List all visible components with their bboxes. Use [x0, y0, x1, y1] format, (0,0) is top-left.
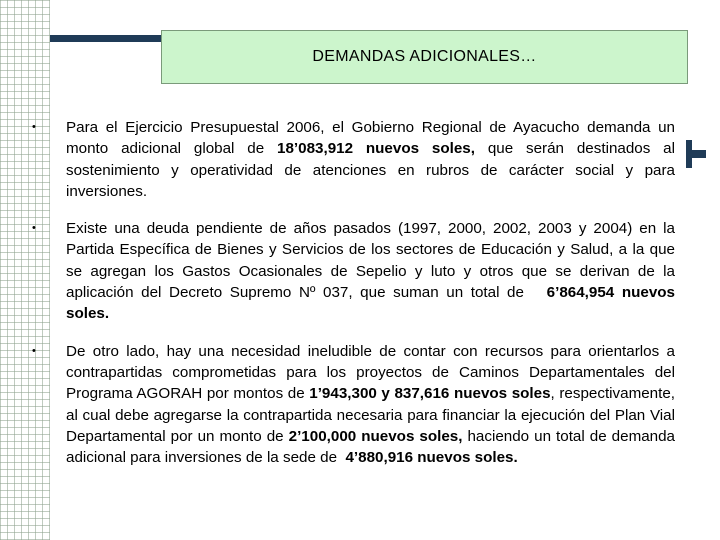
bullet-text-1 [66, 117, 675, 202]
text-run: haciendo un total de demanda adicional para inversiones de la sede de [66, 427, 680, 467]
decorative-bar-right [686, 150, 706, 158]
bullet-item-2 [28, 218, 680, 324]
text-run: De otro lado, hay una necesidad ineludible de contar con recursos para orientarlos a contrapartidas comprometidas para los proyectos de Caminos Departamentales del Programa AGORAH por montos de [66, 342, 675, 403]
bullet-marker: • [32, 222, 36, 235]
bullet-text-2 [66, 218, 680, 324]
text-run-bold: 4’880,916 nuevos soles. [345, 449, 518, 467]
text-run-bold: 18’083,912 nuevos soles, [277, 140, 475, 158]
text-run-bold: 6’864,954 nuevos soles. [66, 284, 675, 323]
bullet-marker: • [32, 344, 36, 357]
bullet-text-3 [66, 341, 680, 469]
text-run: Existe una deuda pendiente de años pasados (1997, 2000, 2002, 2003 y 2004) en la Partida Específica de Bienes y Servicios de los sectores de Educación y Salud, a la que se agregan los Gastos Ocasionales de Sepelio y luto y otros que se derivan de la aplicación del Decreto Supremo Nº 037, que suman un total de [66, 220, 680, 302]
bullet-item-3 [28, 341, 680, 469]
bullet-item-1 [28, 117, 675, 202]
bullet-marker: • [32, 121, 36, 133]
text-run-bold: 2’100,000 nuevos soles, [288, 427, 463, 445]
text-run: , respectivamente, al cual debe agregarse la contrapartida necesaria para financiar la ejecución del Plan Vial Departamental por un monto de [66, 385, 676, 445]
bullet-list [28, 117, 680, 484]
text-run-bold: 1’943,300 y 837,616 nuevos soles [309, 385, 551, 403]
text-run: que serán destinados al sostenimiento y operatividad de atenciones en rubros de carácter social y para inversiones. [66, 140, 675, 200]
slide-title: DEMANDAS ADICIONALES… [312, 48, 537, 65]
title-box [161, 30, 688, 84]
text-run: Para el Ejercicio Presupuestal 2006, el Gobierno Regional de Ayacucho demanda un monto adicional global de [66, 119, 675, 158]
decorative-bar-top [50, 35, 162, 42]
